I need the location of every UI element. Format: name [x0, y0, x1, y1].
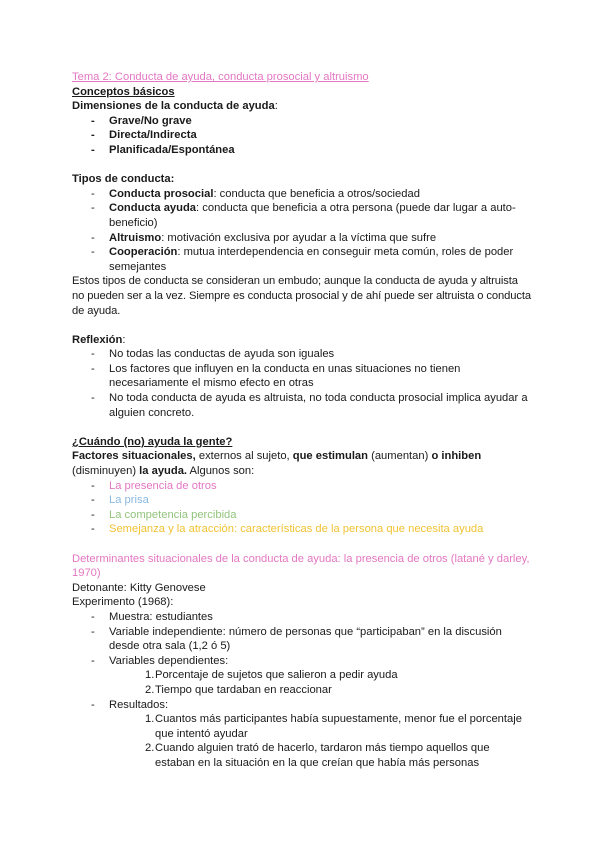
- reflexion-line: [72, 333, 532, 348]
- tipos-note: Estos tipos de conducta se consideran un embudo; aunque la conducta de ayuda y altruista no pueden ser a la vez. Siempre es conducta prosocial y de ahí puede ser altruista o conducta de ayuda.: [72, 275, 531, 317]
- list-item-prisa: - La prisa: [72, 493, 532, 508]
- item-text: Cuantos más participantes había supuestamente, menor fue el porcentaje que intentó ayudar: [155, 713, 522, 740]
- text: Algunos son:: [187, 465, 255, 478]
- list-item: - No toda conducta de ayuda es altruista, no toda conducta prosocial implica ayudar a alguien concreto.: [72, 391, 532, 420]
- item-number: 2.: [145, 742, 155, 755]
- section-heading-reflexion: Reflexión: [72, 333, 123, 346]
- list-item: - No todas las conductas de ayuda son iguales: [72, 347, 532, 362]
- detonante-line: Detonante: Kitty Genovese: [72, 581, 206, 594]
- bold-text: o inhiben: [431, 450, 482, 463]
- list-item: - Grave/No grave: [72, 114, 532, 129]
- desc: : motivación exclusiva por ayudar a la víctima que sufre: [161, 231, 437, 244]
- list-item: - Resultados:: [72, 698, 532, 713]
- list-item-semejanza: - Semejanza y la atracción: características de la persona que necesita ayuda: [72, 522, 532, 537]
- term: Cooperación: [109, 246, 178, 259]
- item-text: Porcentaje de sujetos que salieron a pedir ayuda: [155, 669, 398, 682]
- experimento-line: Experimento (1968):: [72, 596, 174, 609]
- document-title: Tema 2: Conducta de ayuda, conducta prosocial y altruismo: [72, 71, 369, 83]
- numbered-item: [72, 741, 532, 770]
- numbered-item: [72, 683, 532, 698]
- dimensiones-colon: :: [274, 100, 278, 113]
- list-item: - Directa/Indirecta: [72, 128, 532, 143]
- list-item: - Muestra: estudiantes: [72, 610, 532, 625]
- numbered-item: [72, 668, 532, 683]
- item-text: Cuando alguien trató de hacerlo, tardaron más tiempo aquellos que estaban en la situación en la que creían que había más personas: [155, 742, 490, 769]
- cuando-paragraph: [72, 449, 532, 478]
- section-heading-conceptos: Conceptos básicos: [72, 85, 175, 98]
- vd-list: [72, 668, 532, 697]
- tipos-list: [72, 187, 532, 275]
- document-content: [72, 70, 532, 771]
- term: Conducta ayuda: [109, 202, 197, 215]
- dimensiones-label: Dimensiones de la conducta de ayuda: [72, 100, 275, 113]
- list-item: - Variable independiente: número de personas que “participaban” en la discusión desde otra sala (1,2 ó 5): [72, 625, 532, 654]
- term: Conducta prosocial: [109, 187, 214, 200]
- dimensiones-list: [72, 114, 532, 158]
- desc: : mutua interdependencia en conseguir meta común, roles de poder semejantes: [109, 246, 514, 273]
- vd-label: Variables dependientes:: [109, 654, 229, 667]
- text: externos al sujeto,: [195, 450, 293, 463]
- list-item-presencia: - La presencia de otros: [72, 479, 532, 494]
- item-number: 1.: [145, 713, 155, 726]
- term: Altruismo: [109, 231, 162, 244]
- bold-text: que estimulan: [292, 450, 368, 463]
- section-heading-determinantes: Determinantes situacionales de la conducta de ayuda: la presencia de otros (latané y darley, 1970): [72, 552, 530, 580]
- item-number: 2.: [145, 683, 155, 696]
- experimento-list: [72, 610, 532, 668]
- list-item: [72, 245, 532, 274]
- list-item: - Los factores que influyen en la conducta en unas situaciones no tienen necesariamente el mismo efecto en otras: [72, 362, 532, 391]
- list-item: [72, 654, 532, 669]
- section-heading-tipos: Tipos de conducta:: [72, 173, 175, 186]
- list-item: [72, 231, 532, 246]
- list-item: [72, 187, 532, 202]
- list-item: [72, 201, 532, 230]
- list-item-competencia: - La competencia percibida: [72, 508, 532, 523]
- factores-list: [72, 479, 532, 537]
- res-list: [72, 712, 532, 770]
- reflexion-list: [72, 347, 532, 420]
- item-number: 1.: [145, 669, 155, 682]
- resultados-list: [72, 698, 532, 713]
- dimensiones-line: [72, 99, 532, 114]
- text: (disminuyen): [72, 465, 140, 478]
- bold-text: Factores situacionales,: [72, 450, 196, 463]
- bold-text: la ayuda.: [139, 465, 188, 478]
- list-item: - Planificada/Espontánea: [72, 143, 532, 158]
- desc: : conducta que beneficia a otros/sociedad: [213, 187, 420, 200]
- desc: : conducta que beneficia a otra persona (puede dar lugar a auto-beneficio): [109, 202, 516, 229]
- numbered-item: [72, 712, 532, 741]
- section-heading-cuando: ¿Cuándo (no) ayuda la gente?: [72, 435, 233, 448]
- reflexion-colon: :: [122, 333, 126, 346]
- text: (aumentan): [368, 450, 432, 463]
- item-text: Tiempo que tardaban en reaccionar: [155, 683, 332, 696]
